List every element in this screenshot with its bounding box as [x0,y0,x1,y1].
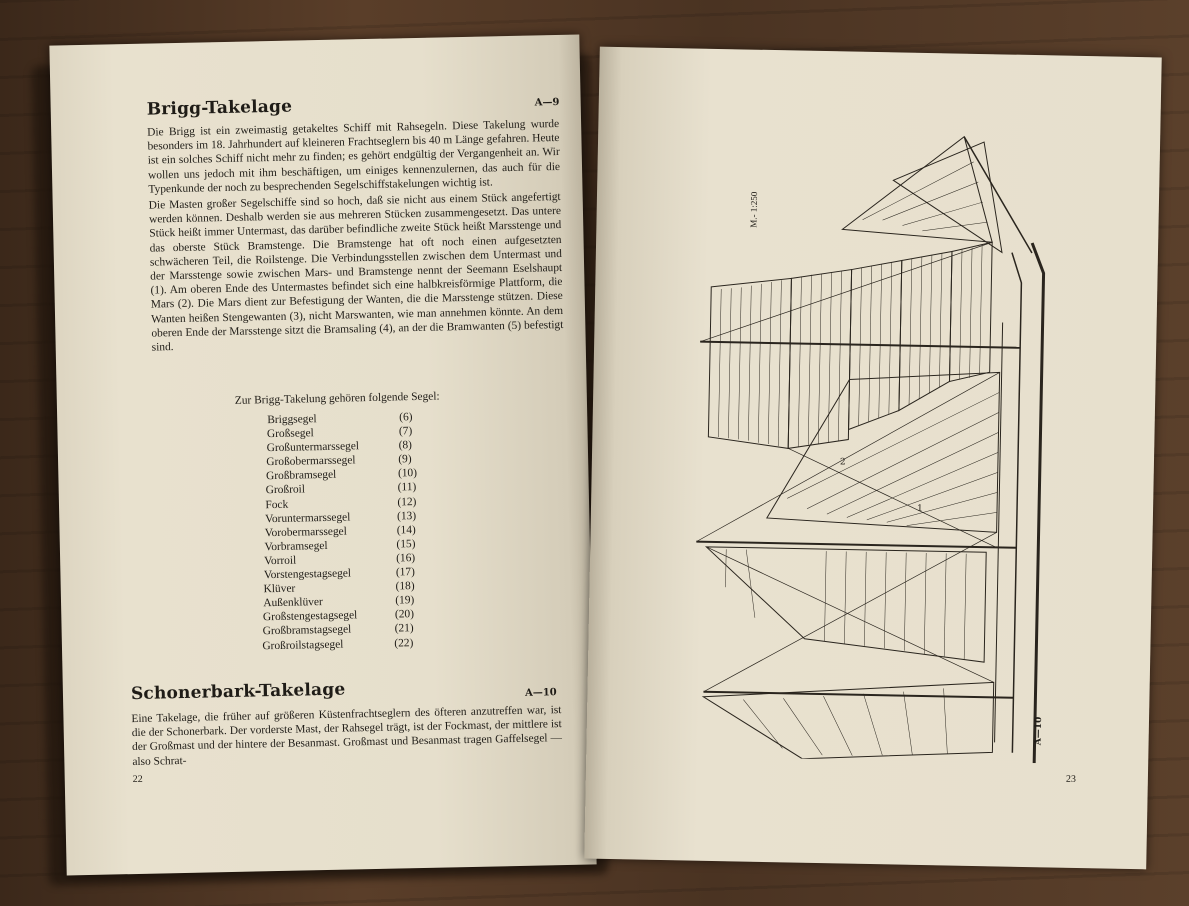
hull-inner [1002,253,1022,753]
sail-name: Großuntermarssegel [266,440,360,455]
rigging-drawing [682,117,1064,764]
heading-brigg-takelage: Brigg-Takelage [146,96,293,120]
sail-name: Briggsegel [267,413,317,427]
sail-name: Außenklüver [263,596,323,610]
sail-name: Großstengestagsegel [262,609,358,624]
section-code-a10: A—10 [524,687,557,699]
sail-list-item [262,636,412,653]
left-page [49,35,596,876]
body-text-brigg [147,117,564,357]
fore-square-sails [708,237,992,452]
yard-bowsprit [962,137,1034,253]
page-number-right: 23 [1065,773,1076,785]
hull-outline [1022,243,1044,763]
sail-number: (8) [398,439,413,452]
sail-name: Klüver [263,582,296,596]
scale-label: M.- 1:250 [748,191,760,228]
mizzen-gaff-sail [702,677,993,763]
figure-label: A—10 [1033,716,1045,746]
sail-name: Großroilstagsegel [262,638,344,652]
sail-list [262,410,422,653]
drawing-mark-2: 2 [839,457,846,468]
sail-name: Voruntermarssegel [265,511,351,525]
mast-main [696,542,1016,548]
sail-list-title: Zur Brigg-Takelung gehören folgende Segel: [234,390,440,407]
sail-number: (7) [398,425,413,438]
sail-name: Großsegel [266,427,314,441]
sail-number: (15) [396,537,416,551]
sail-number: (16) [396,552,416,565]
sail-number: (12) [397,495,417,509]
sail-number: (6) [399,411,413,424]
sail-number: (22) [394,636,414,650]
sail-name: Vorroil [264,554,297,568]
sail-name: Vorobermarssegel [264,525,347,539]
sail-number: (21) [394,622,414,635]
sail-name: Großobermarssegel [266,454,356,469]
sail-number: (20) [394,608,415,621]
right-page [584,47,1161,870]
sail-name: Großbramstagsegel [262,623,352,638]
sail-number: (14) [396,523,416,537]
sail-name: Vorbramsegel [264,539,328,554]
page-number-left: 22 [132,773,143,786]
sail-name: Großroil [265,483,306,497]
main-staysails [767,368,1000,532]
rigging-stays [693,237,1002,698]
section-code-a9: A—9 [534,96,560,109]
sail-number: (19) [395,594,415,607]
body-text-schonerbark [131,703,562,771]
main-gaff-sail [704,547,986,662]
heading-schonerbark-takelage: Schonerbark-Takelage [130,679,346,705]
head-staysails [842,134,1004,252]
sail-name: Großbramsegel [265,469,337,483]
sail-name: Fock [265,498,289,511]
sail-number: (10) [397,467,418,480]
paragraph-schonerbark: Eine Takelage, die früher auf größeren Küstenfrachtseglern des öfteren anzutreffen war, ist die der Schonerbark. Der vorderste Mast, der Rahsegel trägt, ist der Fockmast, der mittlere ist der Großmast und der hintere der Besanmast. Großmast und Besanmast tragen Gaffelsegel — also Schrat- [131,704,563,768]
sail-number: (17) [395,566,415,579]
paragraph-masts: Die Masten großer Segelschiffe sind so hoch, daß sie nicht aus einem Stück angefertigt werden können. Deshalb werden sie aus mehreren Stücken zusammengesetzt. Das untere Stück heißt immer Untermast, das darüber befindliche zweite Stück heißt Marsstenge und das oberste Stück Bramstenge. Die Bramstenge hat oft noch einen aufgesetzten schwächeren Teil, die Roilstenge. Die Verbindungsstellen zwischen dem Untermast und der Marsstenge sowie zwischen Mars- und Bramstenge nennt der Seemann Eselshaupt (1). Am oberen Ende des Untermastes befindet sich eine halbkreisförmige Plattform, die Mars (2). Die Mars dient zur Befestigung der Wanten, die die Marsstenge stützen. Diese Wanten heißen Stengewanten (3), nicht Marswanten, wie man annehmen könnte. An dem oberen Ende der Marsstenge sitzt die Bramsaling (4), an der die Bramwanten (5) befestigt sind. [148,190,564,354]
sail-number: (13) [396,509,417,523]
paragraph-intro: Die Brigg ist ein zweimastig getakeltes Schiff mit Rahsegeln. Diese Takelung wurde besonders im 18. Jahrhundert auf kleineren Frachtseglern bis 40 m Länge gefahren. Heute ist ein solches Schiff nicht mehr zu finden; es gehört endgültig der Vergangenheit an. Wir wollen uns jedoch mit ihm beschäftigen, um einiges kennenzulernen, das auch für die Typenkunde der noch zu besprechenden Segelschiffstakelungen wichtig ist. [147,117,561,196]
sail-number: (11) [397,481,417,494]
sail-number: (9) [398,453,412,466]
drawing-mark-1: 1 [916,503,923,514]
sail-number: (18) [395,580,415,593]
sail-name: Vorstengestagsegel [263,567,352,582]
